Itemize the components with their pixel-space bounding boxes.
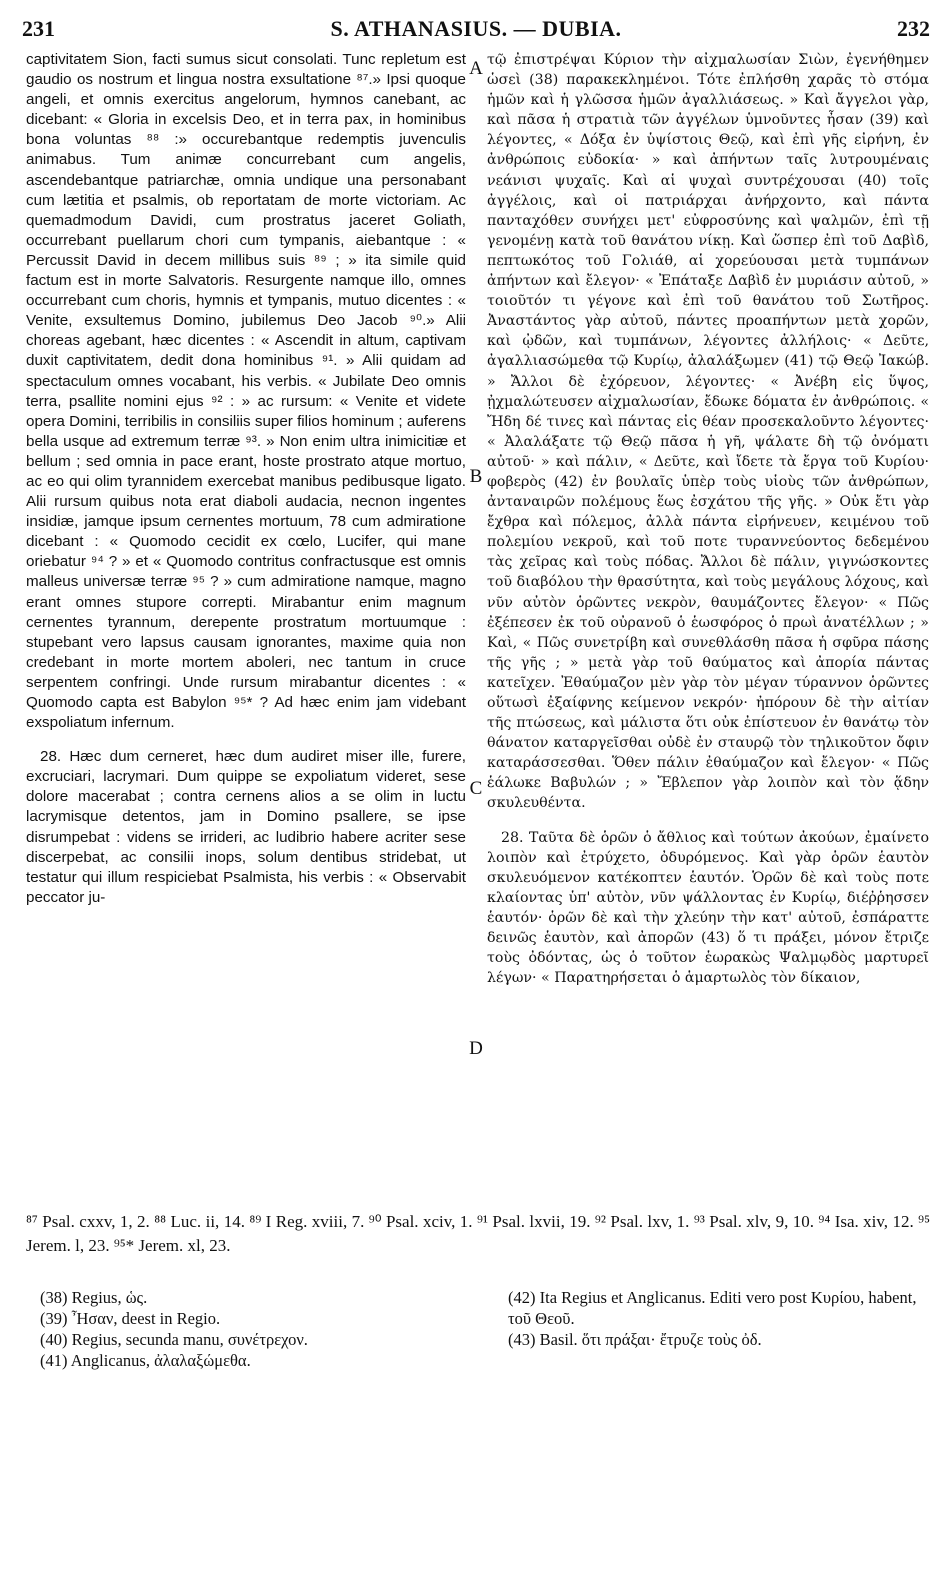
critical-note: (43) Basil. ὅτι πράξαι· ἔτρυζε τοὺς ὀδ. (508, 1330, 762, 1349)
critical-note: (41) Anglicanus, ἀλαλαξώμεθα. (40, 1351, 251, 1370)
margin-letter-d: D (469, 1038, 483, 1059)
critical-notes-right (508, 1287, 928, 1350)
greek-paragraph: τῷ ἐπιστρέψαι Κύριον τὴν αἰχμαλωσίαν Σιὼν, ἐγενήθημεν ὡσεὶ (38) παρακεκλημένοι. Τότε ἐπλήσθη χαρᾶς τὸ στόμα ἡμῶν καὶ ἡ γλῶσσα ἡμῶν ἀγαλλιάσεως. » Καὶ ἄγγελοι γὰρ, καὶ πᾶσα ἡ στρατιὰ τῶν ἀγγέλων ὑμνοῦντες ἦσαν (39) καὶ λέγοντες, « Δόξα ἐν ὑψίστοις Θεῷ, καὶ ἐπὶ γῆς εἰρήνη, ἐν ἀνθρώποις εὐδοκία· » καὶ ἀπήντων ταῖς λυτρουμέναις νεάνισι ψυχαῖς. Καὶ αἱ ψυχαὶ συντρέχουσαι (40) τοῖς ἀγγέλοις, καὶ οἱ πατριάρχαι ἀνήρχοντο, καὶ πάντα πανταχόθεν συνήχει μετ' εὐφροσύνης καὶ ψαλμῶν, ἐπὶ τῇ γενομένῃ κατὰ τοῦ θανάτου νίκῃ. Καὶ ὥσπερ ἐπὶ τοῦ Δαβὶδ, πεπτωκότος τοῦ Γολιάθ, αἱ χορεύουσαι μετὰ τυμπάνων ἀπήντων καὶ ἔλεγον· « Ἐπάταξε Δαβὶδ ἐν μυριάσιν αὐτοῦ, » τοιοῦτόν τι γέγονε καὶ ἐπὶ τοῦ θανάτου τοῦ Σωτῆρος. Ἀναστάντος γὰρ αὐτοῦ, πάντες προαπήντων μετὰ χορῶν, καὶ ᾠδῶν, καὶ τυμπάνων, λέγοντες ἀλλήλοις· « Δεῦτε, ἀγαλλιασώμεθα τῷ Κυρίῳ, ἀλαλάξωμεν (41) τῷ Θεῷ Ἰακώβ. » Ἄλλοι δὲ ἐχόρευον, λέγοντες· « Ἀνέβη εἰς ὕψος, ᾐχμαλώτευσεν αἰχμαλωσίαν, ἔδωκε δόματα ἐν ἀνθρώποις. « Ἤδη δέ τινες καὶ πάντας εἰς θέαν προσεκαλοῦντο λέγοντες· « Ἀλαλάξατε τῷ Θεῷ πᾶσα ἡ γῆ, ψάλατε δὴ τῷ ὀνόματι αὐτοῦ· » καὶ πάλιν, « Δεῦτε, καὶ ἴδετε τὰ ἔργα τοῦ Κυρίου· φοβερὸς (42) ἐν βουλαῖς ὑπὲρ τοὺς υἱοὺς τῶν ἀνθρώπων, ἀνταναιρῶν πολέμους ἕως ἐσχάτου τῆς γῆς. » Οὐκ ἔτι γὰρ ἔχθρα καὶ πόλεμος, ἀλλὰ πάντα εἰρήνευεν, κειμένου τοῦ πολεμίου νεκροῦ, καὶ τοῦ ποτε τυραννεύοντος δεδεμένου τὰς χεῖρας καὶ τοὺς πόδας. Ἄλλοι δὲ πάλιν, γιγνώσκοντες τοῦ διαβόλου τὴν θρασύτητα, καὶ τοὺς μεγάλους λόχους, καὶ νῦν αὐτὸν ὁρῶντες νεκρὸν, θαυμάζοντες ἔλεγον· « Πῶς ἐξέπεσεν ἐκ τοῦ οὐρανοῦ ὁ ἑωσφόρος ὁ πρωὶ ἀνατέλλων ; » Καὶ, « Πῶς συνετρίβη καὶ συνεθλάσθη πᾶσα ἡ σφῦρα πάσης τῆς γῆς ; » μετὰ γὰρ τοῦ θαύματος καὶ ἀπορία πάντας κατεῖχεν. Ἐθαύμαζον μὲν γὰρ τὸν μέγαν τύραννον ὁρῶντες οὕτωσὶ ἐξαίφνης κείμενον νεκρόν· ἠπόρουν δὲ τὴν αἰτίαν τῆς πτώσεως, καὶ μάλιστα ὅτι οὐκ ἐπίστευον ἐν θανάτῳ τὸν θάνατον καταργεῖσθαι οὐδὲ ἐν σταυρῷ τὸν τηλικοῦτον ὄφιν καταράσσεσθαι. Ὅθεν πάλιν ἐθαύμαζον καὶ ἔλεγον· « Πῶς ἑάλωκε Βαβυλών ; » Ἔβλεπον γὰρ λοιπὸν καὶ τὸν ᾅδην σκυλευθέντα. (487, 52, 929, 812)
running-title: S. ATHANASIUS. — DUBIA. (330, 16, 622, 41)
critical-note: (42) Ita Regius et Anglicanus. Editi vero post Κυρίου, habent, τοῦ Θεοῦ. (508, 1288, 917, 1328)
critical-note: (39) Ἦσαν, deest in Regio. (40, 1309, 221, 1328)
margin-letter-a: A (469, 58, 483, 79)
page-number-left: 231 (22, 16, 55, 41)
latin-column (26, 50, 466, 908)
greek-column (487, 50, 929, 988)
latin-paragraph: captivitatem Sion, facti sumus sicut consolati. Tunc repletum est gaudio os nostrum et lingua nostra exsultatione ⁸⁷.» Ipsi quoque angeli, et omnis exercitus angelorum, hymnos canebant, ac dicebant: « Gloria in excelsis Deo, et in terra pax, in hominibus bona voluntas ⁸⁸ :» occurebantque redemptis juvenculis animabus. Tum animæ concurrebant cum angelis, ascendebantque patriarchæ, omnia undique una personabant cum lætitia et psalmis, ob reportatam de morte victoriam. Ac quemadmodum Davidi, cum prostratus jaceret Goliath, occurrebant puellarum chori cum tympanis, aiebantque : « Percussit David in decem millibus suis ⁸⁹ ; » ita simile quid factum est in morte Salvatoris. Resurgente namque illo, omnes occurrebant cum choris, hymnis et tympanis, mutuo dicentes : « Venite, exsultemus Domino, jubilemus Deo Jacob ⁹⁰.» Alii choreas agebant, hæc dicentes : « Ascendit in altum, captivam duxit captivitatem, dedit dona hominibus ⁹¹. » Alii quidam ad spectaculum omnes vocabant, his verbis. « Jubilate Deo omnis terra, psallite nomini ejus ⁹² : » ac rursum: « Venite et videte opera Domini, terribilis in consiliis super filios hominum ; auferens bella usque ad extremum terræ ⁹³. » Non enim ultra inimicitiæ et bellum ; sed omnia in pace erant, hoste prostrato atque mortuo, ac eo qui olim tyrannidem exercebat manibus pedibusque ligato. Alii rursum quibus nota erat diaboli audacia, necnon ingentes insidiæ, jamque ipsum cernentes mortuum, 78 cum admiratione dicebant : « Quomodo cecidit ex cœlo, Lucifer, qui mane oriebatur ⁹⁴ ? » et « Quomodo contritus confractusque est omnis malleus universæ terræ ⁹⁵ ? » cum admiratione namque, magno erant omnes stupore correpti. Mirabantur enim magnum cernentes tyrannum, derepente prostratum mortuumque : stupebant vero lapsus causam ignorantes, maxime quia non credebant in morte mortem aboleri, nec tantum in cruce serpentem confringi. Unde rursum mirabantur dicentes : « Quomodo capta est Babylon ⁹⁵* ? Ad hæc enim jam videbant exspoliatum infernum. (26, 51, 466, 732)
running-header (22, 16, 930, 42)
greek-paragraph: 28. Ταῦτα δὲ ὁρῶν ὁ ἄθλιος καὶ τούτων ἀκούων, ἐμαίνετο λοιπὸν καὶ ἐτρύχετο, ὀδυρόμενος. Καὶ γὰρ ὁρῶν ἑαυτὸν σκυλευόμενον κατέκοπτεν ἑαυτόν. Ὁρῶν δὲ καὶ τοὺς ποτε κλαίοντας ὑπ' αὐτὸν, νῦν ψάλλοντας ἐν Κυρίῳ, διέῤῥησσεν ἑαυτόν· ὁρῶν δὲ καὶ τὴν χλεύην τὴν κατ' αὐτοῦ, ἐσπάραττε δεινῶς ἑαυτὸν, καὶ ἀπορῶν (43) ὅ τι πράξει, μόνον ἔτριζε τοὺς ὀδόντας, ὡς ὁ τοῦτον ἑωρακὼς Ψαλμῳδὸς μαρτυρεῖ λέγων· « Παρατηρήσεται ὁ ἁμαρτωλὸς τὸν δίκαιον, (487, 829, 929, 987)
critical-notes-left (40, 1287, 460, 1371)
page-number-right: 232 (897, 16, 930, 41)
margin-letter-b: B (469, 466, 483, 487)
margin-letter-c: C (469, 778, 483, 799)
scripture-references: ⁸⁷ Psal. cxxv, 1, 2. ⁸⁸ Luc. ii, 14. ⁸⁹ I Reg. xviii, 7. ⁹⁰ Psal. xciv, 1. ⁹¹ Psal. lxvii, 19. ⁹² Psal. lxv, 1. ⁹³ Psal. xlv, 9, 10. ⁹⁴ Isa. xiv, 12. ⁹⁵ Jerem. l, 23. ⁹⁵* Jerem. xl, 23. (26, 1212, 930, 1255)
critical-note: (38) Regius, ὡς. (40, 1288, 148, 1307)
critical-note: (40) Regius, secunda manu, συνέτρεχον. (40, 1330, 308, 1349)
latin-paragraph: 28. Hæc dum cerneret, hæc dum audiret miser ille, furere, excruciari, lacrymari. Dum quippe se expoliatum videret, sese dolore macerabat ; contra cernens alios a se olim in luctu lacrymisque detentos, jam in Domino psallere, se ipse disrumpebat : videns se irrideri, ac ludibrio habere acriter sese discerpebat, ac consilii inops, solum dentibus stridebat, ut testatur qui illum respiciebat Psalmista, his verbis : « Observabit peccator ju- (26, 748, 466, 906)
